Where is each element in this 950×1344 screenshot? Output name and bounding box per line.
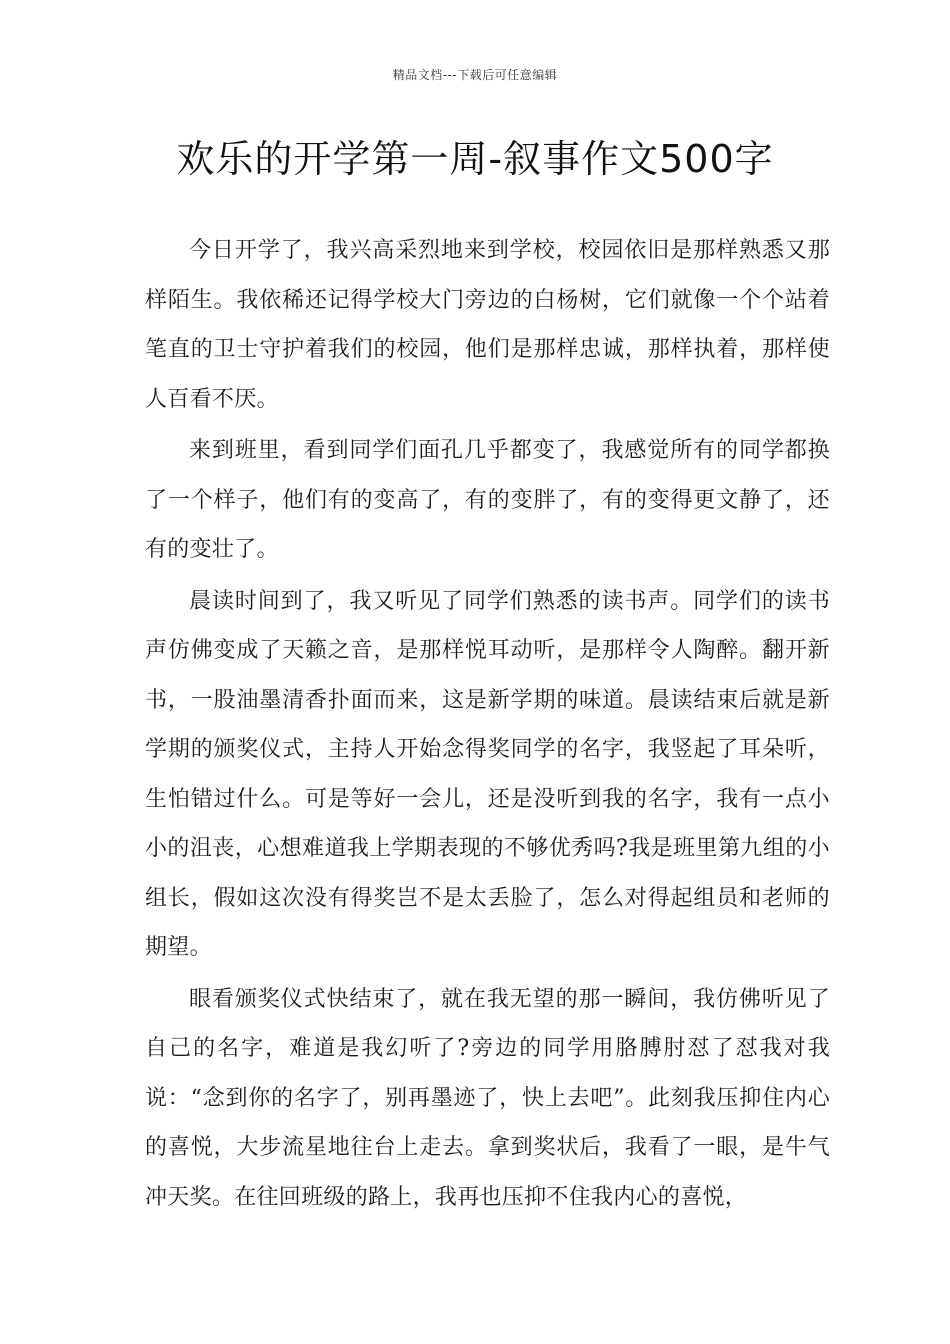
header-note: 精品文档---下载后可任意编辑 [392, 68, 558, 82]
document-body [145, 226, 830, 1224]
paragraph-1: 今日开学了，我兴高采烈地来到学校，校园依旧是那样熟悉又那样陌生。我依稀还记得学校大门旁边的白杨树，它们就像一个个站着笔直的卫士守护着我们的校园，他们是那样忠诚，那样执着，那样使人百看不厌。 [145, 238, 830, 412]
paragraph-2: 来到班里，看到同学们面孔几乎都变了，我感觉所有的同学都换了一个样子，他们有的变高了，有的变胖了，有的变得更文静了，还有的变壮了。 [145, 438, 830, 562]
paragraph-4: 眼看颁奖仪式快结束了，就在我无望的那一瞬间，我仿佛听见了自己的名字，难道是我幻听了?旁边的同学用胳膊肘怼了怼我对我说：“念到你的名字了，别再墨迹了，快上去吧”。此刻我压抑住内心的喜悦，大步流星地往台上走去。拿到奖状后，我看了一眼，是牛气冲天奖。在往回班级的路上，我再也压抑不住我内心的喜悦， [145, 986, 830, 1210]
paragraph-3: 晨读时间到了，我又听见了同学们熟悉的读书声。同学们的读书声仿佛变成了天籁之音，是那样悦耳动听，是那样令人陶醉。翻开新书，一股油墨清香扑面而来，这是新学期的味道。晨读结束后就是新学期的颁奖仪式，主持人开始念得奖同学的名字，我竖起了耳朵听，生怕错过什么。可是等好一会儿，还是没听到我的名字，我有一点小小的沮丧，心想难道我上学期表现的不够优秀吗?我是班里第九组的小组长，假如这次没有得奖岂不是太丢脸了，怎么对得起组员和老师的期望。 [145, 588, 830, 960]
document-title: 欢乐的开学第一周-叙事作文500字 [176, 137, 774, 181]
